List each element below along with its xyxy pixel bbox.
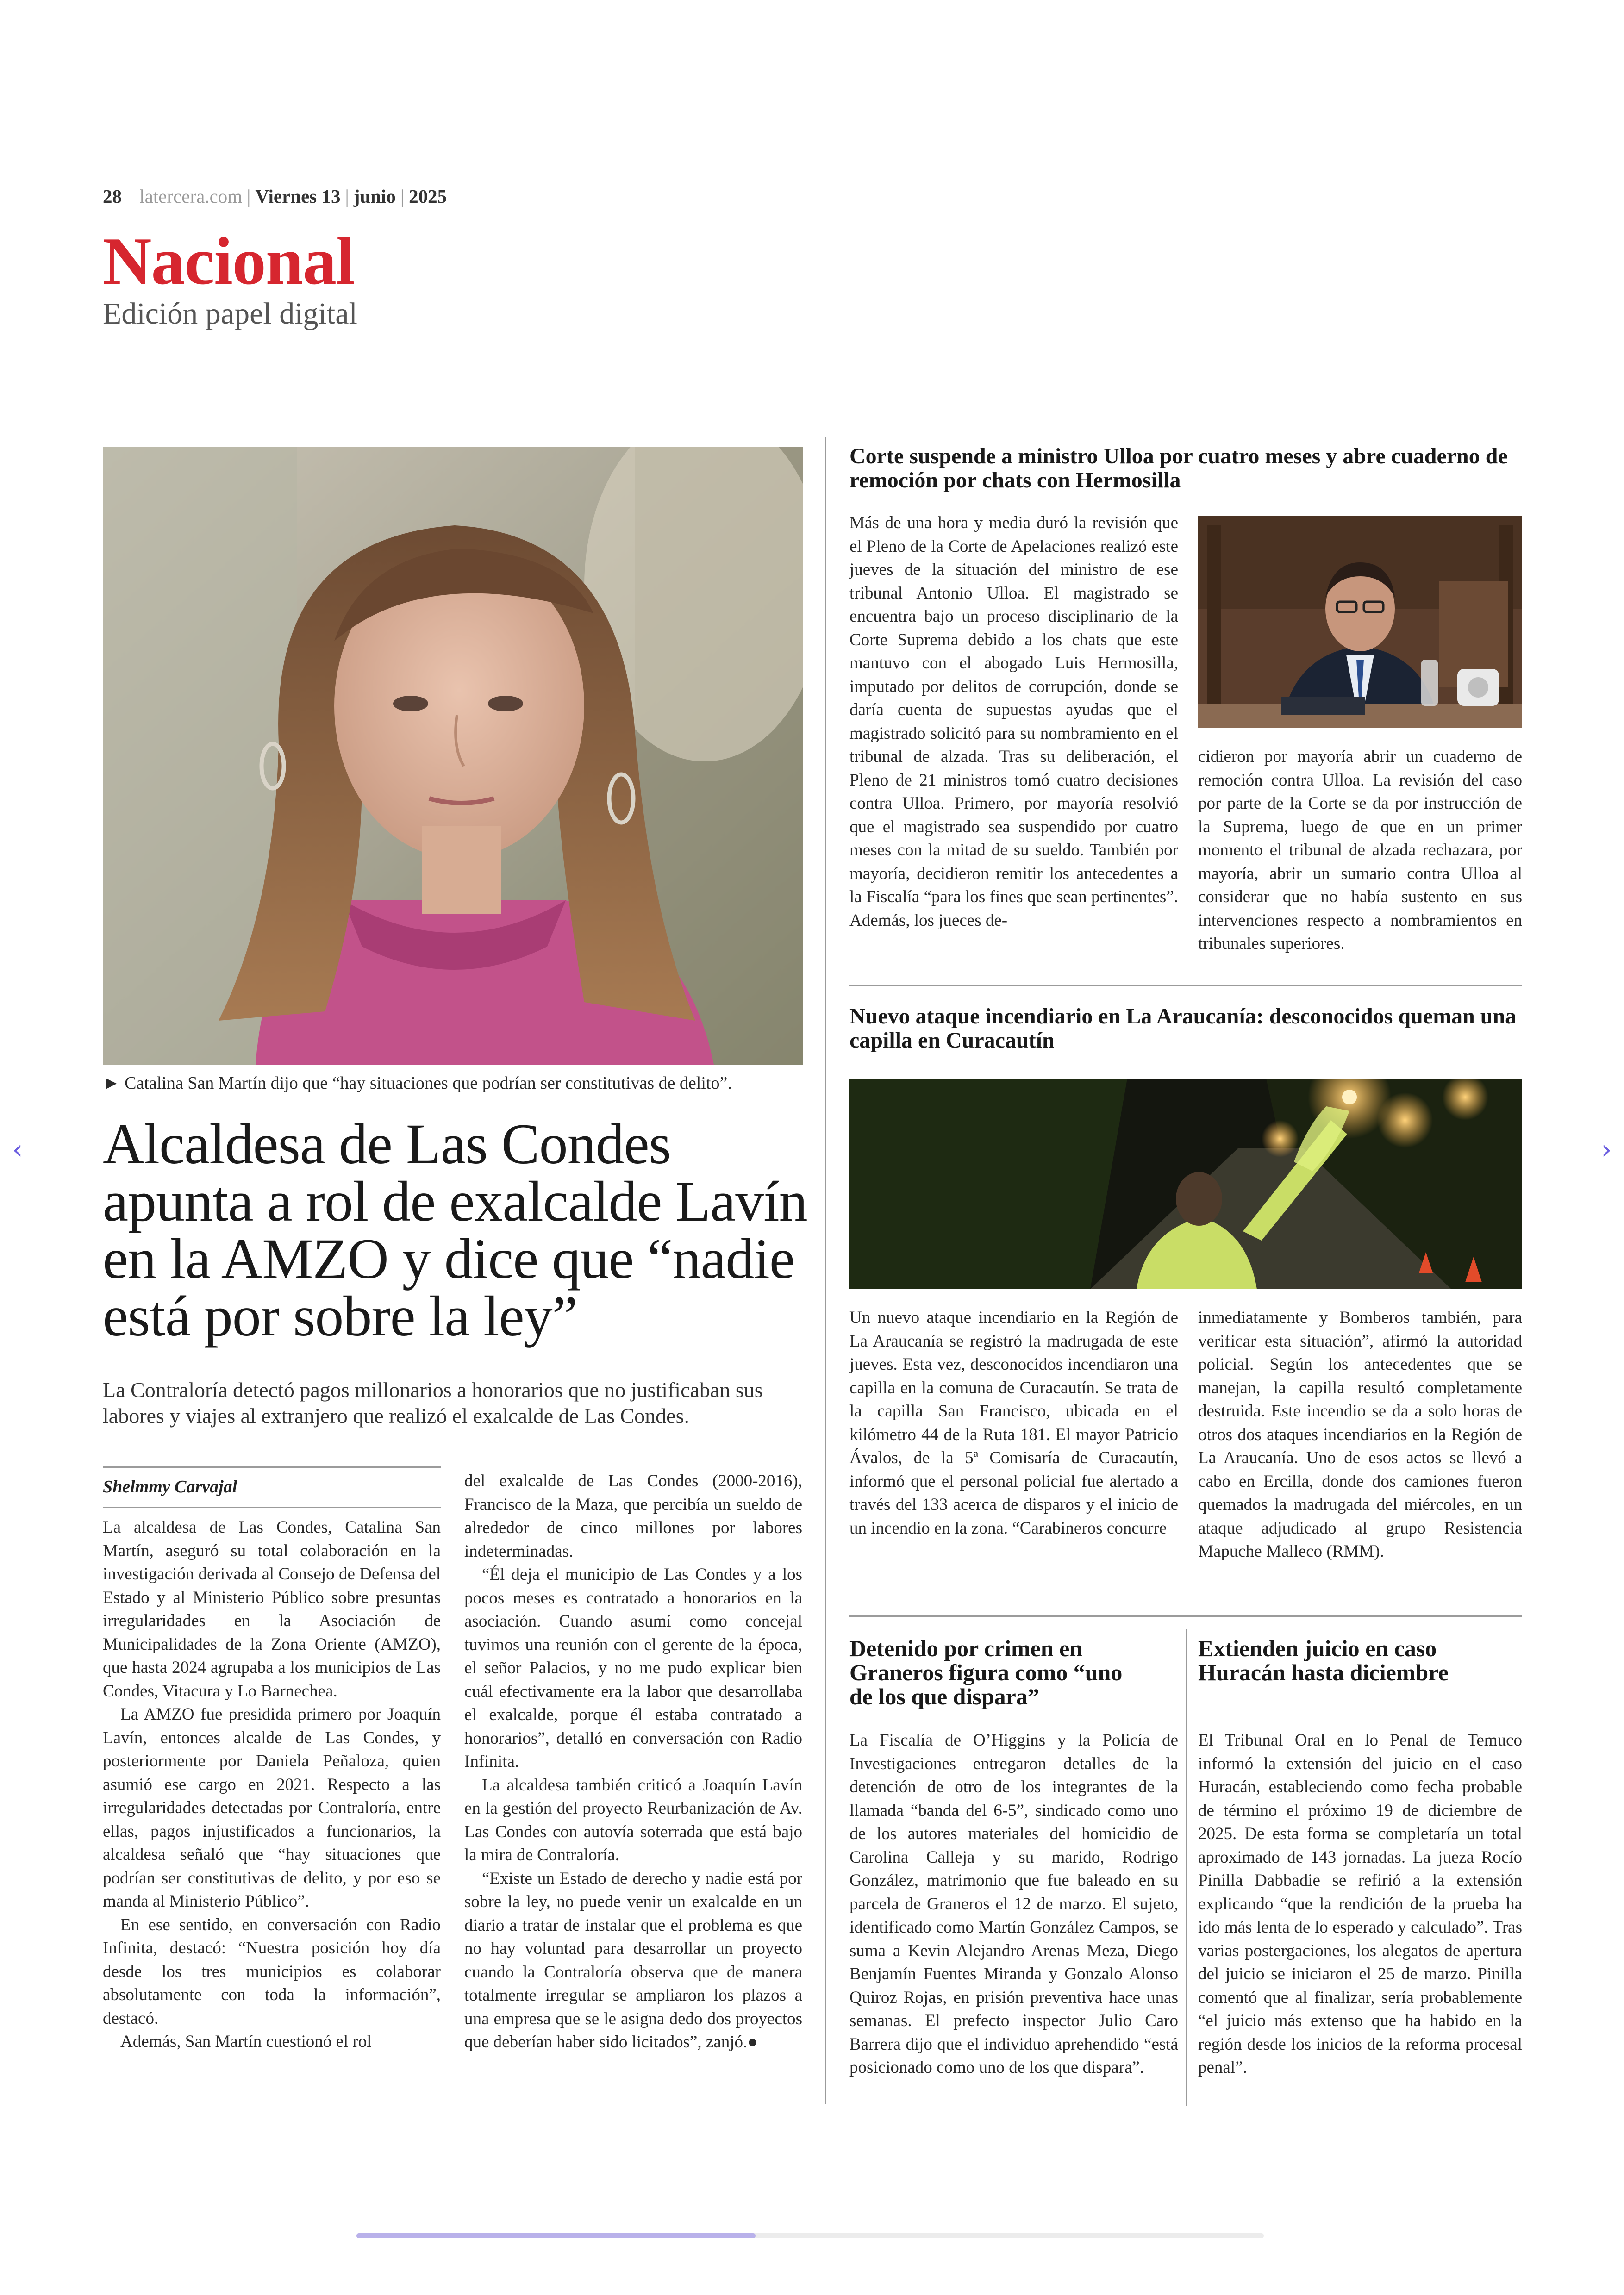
paragraph: “Él deja el municipio de Las Condes y a los pocos meses es contratado a honorarios en la asociación. Cuando asumí como concejal tuvimos una reunión con el gerente de la época, el señor Palacios, y no me pudo explicar bien cuál efectivamente era la labor que desarrollaba el exalcalde, porque él estaba contratado a honorarios”, detalló en conversación con Radio Infinita. [464,1565,802,1771]
main-body-col1 [103,1516,441,2054]
paragraph: La alcaldesa de Las Condes, Catalina San Martín, aseguró su total colaboración en la investigación derivada al Consejo de Defensa del Estado y al Ministerio Público sobre presuntas irregularidades en la Asociación de Municipalidades de la Zona Oriente (AMZO), que hasta 2024 agrupaba a los municipios de Las Condes, Vitacura y Lo Barnechea. [103,1518,441,1701]
site-name: latercera.com [139,186,243,207]
page-header: 28 latercera.com | Viernes 13 | junio | 2025 [103,186,447,207]
paragraph: Además, San Martín cuestionó el rol [120,2032,372,2051]
main-body-col2 [464,1470,802,2054]
date-month: junio [353,186,396,207]
paragraph: La alcaldesa también criticó a Joaquín Lavín en la gestión del proyecto Reurbanización de Av. Las Condes con autovía soterrada que está bajo la mira de Contraloría. [464,1775,802,1865]
araucania-text-right: inmediatamente y Bomberos también, para verificar esta situación”, afirmó la autoridad policial. Según los antecedentes que se manejan, la capilla resultó completamente destruida. Este incendio se da a solo horas de otros dos ataques incendiarios en la Región de La Araucanía. Uno de esos actos se llevó a cabo en Ercilla, donde dos camiones fueron quemados la madrugada del miércoles, en un ataque adjudicado al grupo Resistencia Mapuche Malleco (RMM). [1198,1308,1522,1561]
chevron-right-icon: › [1601,1134,1612,1165]
graneros-text: La Fiscalía de O’Higgins y la Policía de Investigaciones entregaron detalles de la detención de otro de los integrantes de la llamada “banda del 6-5”, sindicado como uno de los autores materiales del homicidio de Carolina Calleja y su marido, Rodrigo González, matrimonio que fue baleado en su parcela de Graneros el 12 de marzo. El sujeto, identificado como Martín González Campos, se suma a Kevin Alejandro Arenas Meza, Diego Benjamín Fuentes Miranda y Gonzalo Alonso Quiroz Rojas, en prisión preventiva hace unas semanas. El prefecto inspector Julio Caro Barrera dijo que el individuo aprehendido “está posicionado como uno de los que dispara”. [849,1731,1178,2077]
araucania-text-left: Un nuevo ataque incendiario en la Región de La Araucanía se registró la madrugada de este jueves. Esta vez, desconocidos incendiaron una capilla en la comuna de Curacautín. Se trata de la capilla San Francisco, ubicada en el kilómetro 44 de la Ruta 181. El mayor Patricio Ávalos, de la 5ª Comisaría de Curacautín, informó que el personal policial fue alertado a través del 133 acerca de disparos y el inicio de un incendio en la zona. “Carabineros concurre [849,1308,1178,1538]
araucania-headline: Nuevo ataque incendiario en La Araucanía: desconocidos queman una capilla en Curacautín [849,1004,1517,1053]
main-headline: Alcaldesa de Las Condes apunta a rol de exalcalde Lavín en la AMZO y dice que “nadie está por sobre la ley” [103,1112,807,1348]
author-rule [103,1466,441,1468]
huracan-headline: Extienden juicio en caso Huracán hasta diciembre [1198,1635,1449,1685]
photo-caption: ► Catalina San Martín dijo que “hay situaciones que podrían ser constitutivas de delito”. [103,1073,732,1093]
ulloa-photo [1198,516,1522,728]
main-lead: La Contraloría detectó pagos millonarios a honorarios que no justificaban sus labores y viajes al extranjero que realizó el exalcalde de Las Condes. [103,1378,763,1428]
ulloa-text-left: Más de una hora y media duró la revisión que el Pleno de la Corte de Apelaciones realizó este jueves de la situación del ministro de ese tribunal Antonio Ulloa. El magistrado se encuentra bajo un proceso disciplinario de la Corte Suprema debido a los chats que este mantuvo con el abogado Luis Hermosilla, imputado por delitos de corrupción, donde se daría cuenta de supuestas ayudas que el magistrado solicitó para su nombramiento en el tribunal de alzada. Tras su deliberación, el Pleno de 21 ministros tomó cuatro decisiones contra Ulloa. Primero, por mayoría resolvió que el magistrado sea suspendido por cuatro meses con la mitad de su sueldo. También por mayoría, decidieron remitir los antecedentes a la Fiscalía “para los fines que sean pertinentes”. Además, los jueces de- [849,513,1178,930]
column-divider [825,437,826,2104]
scrollbar-thumb[interactable] [356,2233,756,2238]
date-year: 2025 [409,186,447,207]
author-rule-bottom [103,1507,441,1508]
ulloa-text-right: cidieron por mayoría abrir un cuaderno de remoción contra Ulloa. La revisión del caso por parte de la Corte se da por instrucción de la Suprema, luego de que en un primer momento el tribunal de alzada rechazara, por mayoría, abrir un sumario contra Ulloa al considerar que no había sustento en sus intervenciones respecto a nombramientos en tribunales superiores. [1198,747,1522,953]
edition-label: Edición papel digital [103,297,357,331]
page-number: 28 [103,186,122,207]
huracan-text: El Tribunal Oral en lo Penal de Temuco informó la extensión del juicio en el caso Huracán, estableciendo como fecha probable de término el próximo 19 de diciembre de 2025. De esta forma se completaría un total aproximado de 143 jornadas. La jueza Rocío Pinilla Dabbadie se refirió a la extensión explicando “que la rendición de la prueba ha ido más lenta de lo esperado y calculado”. Tras varias postergaciones, los alegatos de apertura del juicio se iniciaron el 25 de marzo. Pinilla comentó que al finalizar, sería probablemente “el juicio más extenso que ha habido en la región desde los inicios de la reforma procesal penal”. [1198,1731,1522,2077]
night-road-illustration [849,1079,1522,1289]
column-divider-2 [1186,1629,1187,2106]
paragraph: En ese sentido, en conversación con Radio Infinita, destacó: “Nuestra posición hoy día desde los tres municipios es colaborar absolutamente con toda la información”, destacó. [103,1915,441,2028]
ulloa-headline: Corte suspende a ministro Ulloa por cuatro meses y abre cuaderno de remoción por chats con Hermosilla [849,444,1508,493]
next-page-button[interactable] [1593,1135,1620,1163]
main-photo [103,447,803,1065]
author-name: Shelmmy Carvajal [103,1477,237,1497]
section-rule-2 [849,1615,1522,1617]
prev-page-button[interactable] [4,1135,31,1163]
chevron-left-icon: ‹ [12,1134,23,1165]
section-title: Nacional [103,224,355,299]
paragraph: La AMZO fue presidida primero por Joaquín Lavín, entonces alcalde de Las Condes, y posteriormente por Daniela Peñaloza, quien asumió ese cargo en 2021. Respecto a las irregularidades detectadas por Contraloría, entre ellas, pagos injustificados a funcionarios, la alcaldesa señaló que “hay situaciones que podrían ser constitutivas de delito, y por eso se manda al Ministerio Público”. [103,1705,441,1911]
graneros-headline: Detenido por crimen en Graneros figura como “uno de los que dispara” [849,1635,1123,1709]
paragraph: del exalcalde de Las Condes (2000-2016), Francisco de la Maza, que percibía un sueldo de alrededor de cinco millones por labores indeterminadas. [464,1472,802,1561]
date-day: Viernes 13 [255,186,341,207]
araucania-photo [849,1079,1522,1289]
paragraph: “Existe un Estado de derecho y nadie está por sobre la ley, no puede venir un exalcalde en un diario a tratar de instalar que el problema es que no hay voluntad para desarrollar un proyecto cuando la Contraloría observa que de manera totalmente irregular se ampliaron los plazos a una empresa que se le asigna dedo dos proyectos que deberían haber sido licitados”, zanjó.● [464,1869,802,2052]
portrait-illustration [103,447,803,1065]
section-rule-1 [849,985,1522,986]
courtroom-illustration [1198,516,1522,728]
